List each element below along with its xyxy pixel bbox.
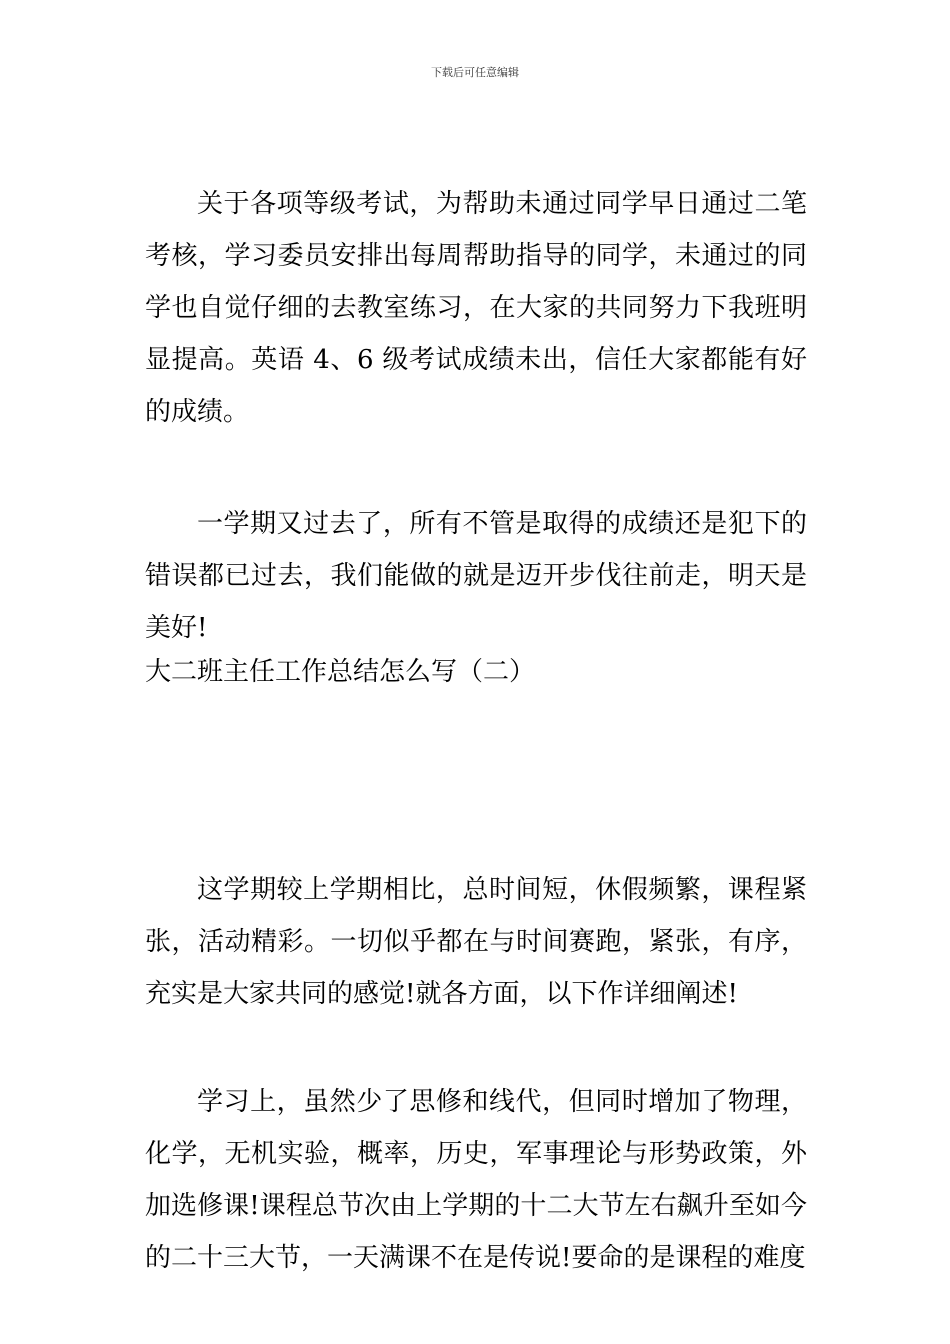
document-body	[145, 178, 807, 1284]
page-header: 下载后可任意编辑	[431, 66, 519, 79]
paragraph-semester-past: 一学期又过去了，所有不管是取得的成绩还是犯下的错误都已过去，我们能做的就是迈开步伐往前走，明天是美好!	[145, 509, 807, 643]
paragraph-exams: 关于各项等级考试，为帮助未通过同学早日通过二笔考核，学习委员安排出每周帮助指导的同学，未通过的同学也自觉仔细的去教室练习，在大家的共同努力下我班明显提高。英语 4、6 级考试成绩未出，信任大家都能有好的成绩。	[145, 189, 807, 427]
paragraph-study: 学习上，虽然少了思修和线代，但同时增加了物理，化学，无机实验，概率，历史，军事理论与形势政策，外加选修课!课程总节次由上学期的十二大节左右飙升至如今的二十三大节，一天满课不在是传说!要命的是课程的难度	[145, 1087, 807, 1273]
paragraph-overview: 这学期较上学期相比，总时间短，休假频繁，课程紧张，活动精彩。一切似乎都在与时间赛跑，紧张，有序，充实是大家共同的感觉!就各方面，以下作详细阐述!	[145, 875, 807, 1009]
section-title: 大二班主任工作总结怎么写（二）	[145, 657, 536, 687]
